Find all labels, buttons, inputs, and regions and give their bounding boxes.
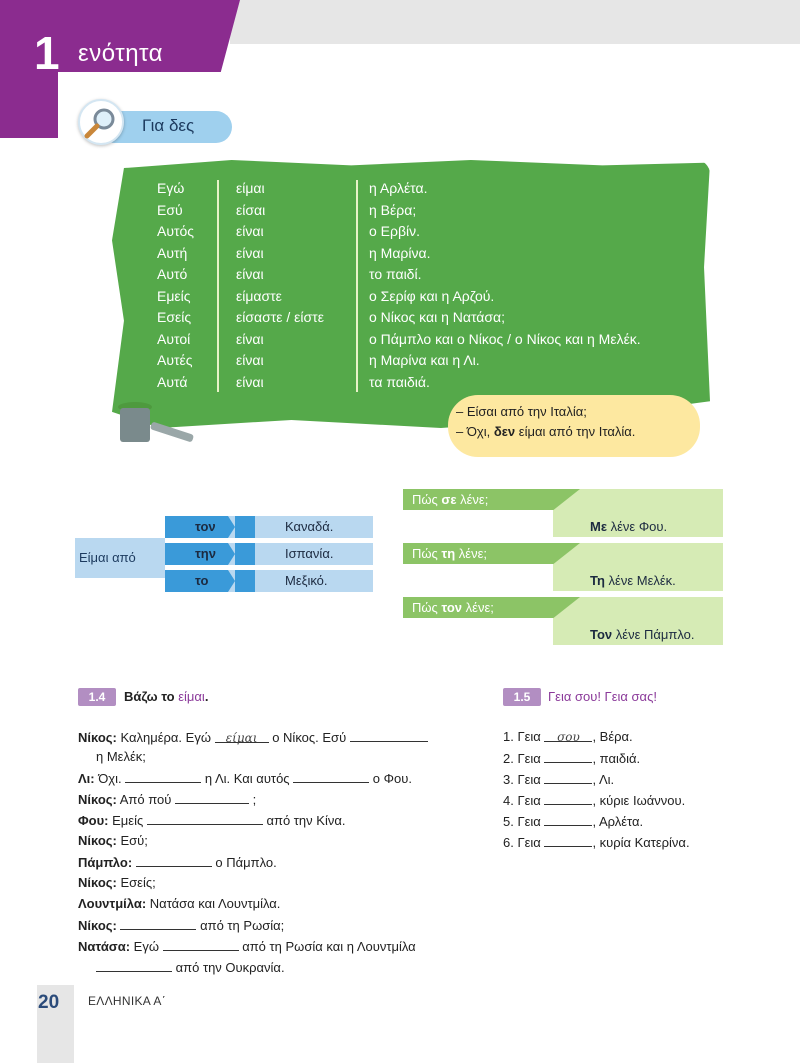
item-text: , κυρία Κατερίνα.: [592, 835, 690, 850]
greeting-item: [503, 792, 685, 808]
article-word: την: [195, 546, 216, 561]
line-text: Νατάσα και Λουντμίλα.: [146, 896, 281, 911]
line-text: ο Πάμπλο.: [211, 855, 277, 870]
answer-text: [590, 627, 694, 642]
speaker: Νίκος:: [78, 730, 117, 745]
a-part: λένε Φου.: [607, 519, 668, 534]
line-text: Εσείς;: [116, 875, 156, 890]
item-number: 5.: [503, 814, 514, 829]
item-text: , Αρλέτα.: [592, 814, 644, 829]
line-text: Καλημέρα. Εγώ: [116, 730, 215, 745]
name-phrase: ο Πάμπλο και ο Νίκος / ο Νίκος και η Μελέκ.: [369, 330, 641, 347]
answer-blank[interactable]: [293, 770, 369, 783]
question-text: [412, 546, 487, 561]
conjugation-row: [157, 352, 717, 373]
dialogue-line: [78, 791, 256, 811]
line-text: Όχι.: [94, 771, 126, 786]
answer-blank[interactable]: [125, 770, 201, 783]
paint-can-icon: [120, 408, 150, 442]
name-phrase: η Βέρα;: [369, 201, 417, 218]
item-text: Γεια: [513, 751, 545, 766]
answer-text: [590, 519, 667, 534]
country-name: Μεξικό.: [285, 573, 328, 588]
q-bold: τη: [441, 546, 456, 561]
verb-form: είμαστε: [236, 287, 282, 304]
article-arrow-tail: [235, 543, 255, 565]
answer-blank[interactable]: [163, 938, 239, 951]
answer-blank[interactable]: [96, 959, 172, 972]
dialogue-line: [78, 896, 280, 916]
unit-number: 1: [34, 27, 60, 79]
title-colored: είμαι: [178, 689, 205, 704]
speaker: Νίκος:: [78, 792, 117, 807]
conjugation-row: [157, 288, 717, 309]
article-arrow-tail: [235, 516, 255, 538]
q-bold: σε: [441, 492, 457, 507]
item-text: Γεια: [513, 729, 545, 744]
answer-blank[interactable]: [147, 812, 263, 825]
verb-form: είναι: [236, 330, 264, 347]
pronoun: Εσείς: [157, 309, 192, 325]
answer-blank[interactable]: [215, 730, 269, 743]
line-text: Εμείς: [108, 813, 147, 828]
item-text: Γεια: [513, 814, 545, 829]
dialogue-line: [78, 729, 428, 749]
answer-blank[interactable]: [120, 917, 196, 930]
dialogue-line: [78, 812, 345, 832]
dialogue-line: [78, 770, 412, 790]
verb-form: είναι: [236, 352, 264, 368]
answer-blank[interactable]: [544, 813, 592, 826]
speaker: Νίκος:: [78, 918, 117, 933]
title-part: Βάζω το: [124, 689, 179, 704]
speaker: Λι:: [78, 771, 95, 786]
item-text: , Βέρα.: [592, 729, 633, 744]
answer-text: [590, 573, 676, 588]
title-part: .: [204, 689, 209, 704]
dialogue-line: [96, 959, 285, 979]
line-text: η Λι. Και αυτός: [201, 771, 294, 786]
answer-blank[interactable]: [544, 750, 592, 763]
conjugation-row: [157, 266, 717, 287]
greeting-item: [503, 813, 643, 829]
name-phrase: ο Νίκος και η Νατάσα;: [369, 309, 506, 325]
exercise-badge: 1.5: [503, 688, 541, 706]
from-label: Είμαι από: [79, 550, 136, 565]
unit-word: ενότητα: [78, 40, 164, 67]
conjugation-row: [157, 245, 717, 266]
line-text: Από πού: [116, 792, 175, 807]
greeting-item: [503, 771, 614, 787]
line-text: ο Νίκος. Εσύ: [268, 730, 350, 745]
q-part: Πώς: [412, 546, 442, 561]
name-phrase: η Αρλέτα.: [369, 180, 428, 196]
pronoun: Αυτές: [157, 352, 193, 368]
page-number: 20: [38, 992, 60, 1013]
line-text: Εγώ: [130, 939, 163, 954]
exercise-title: [124, 689, 208, 704]
dialogue-line: [78, 833, 148, 853]
look-label: Για δες: [142, 116, 195, 135]
conjugation-row: [157, 180, 717, 201]
pronoun: Αυτός: [157, 223, 195, 239]
verb-form: είμαι: [236, 180, 265, 196]
item-number: 6.: [503, 835, 514, 850]
pronoun: Αυτά: [157, 373, 188, 390]
name-phrase: ο Ερβίν.: [369, 223, 421, 239]
answer-blank[interactable]: [544, 729, 592, 742]
book-title: ΕΛΛΗΝΙΚΑ Α΄: [88, 994, 167, 1008]
line-text: από τη Ρωσία;: [196, 918, 285, 933]
question-text: [412, 600, 494, 615]
answer-blank[interactable]: [175, 791, 249, 804]
answer-blank[interactable]: [544, 792, 592, 805]
dialogue-line: [78, 938, 416, 958]
q-part: Πώς: [412, 492, 442, 507]
item-text: , κύριε Ιωάννου.: [592, 793, 686, 808]
line-text: Εσύ;: [116, 833, 148, 848]
exercise-title: Γεια σου! Γεια σας!: [548, 689, 657, 704]
verb-form: είναι: [236, 373, 264, 390]
q-bold: τον: [441, 600, 463, 615]
pronoun: Αυτοί: [157, 330, 191, 347]
item-text: , παιδιά.: [592, 751, 641, 766]
name-phrase: το παιδί.: [369, 266, 422, 282]
verb-form: είσαστε / είστε: [236, 309, 324, 325]
pronoun: Εσύ: [157, 201, 183, 218]
dialogue-line: [78, 875, 156, 895]
name-phrase: τα παιδιά.: [369, 373, 430, 390]
item-number: 1.: [503, 729, 514, 744]
a-part: λένε Μελέκ.: [604, 573, 676, 588]
dialogue-line: η Μελέκ;: [96, 749, 146, 764]
cloud-line-1: – Είσαι από την Ιταλία;: [456, 404, 587, 419]
article-word: τον: [195, 519, 216, 534]
speaker: Νατάσα:: [78, 939, 131, 954]
q-part: Πώς: [412, 600, 442, 615]
item-number: 3.: [503, 772, 514, 787]
verb-form: είναι: [236, 266, 264, 282]
handwritten-answer: σου: [557, 730, 580, 744]
speaker: Φου:: [78, 813, 109, 828]
country-name: Ισπανία.: [285, 546, 334, 561]
answer-blank[interactable]: [350, 729, 428, 742]
conjugation-row: [157, 374, 717, 395]
conjugation-row: [157, 309, 717, 330]
conjugation-row: [157, 202, 717, 223]
conjugation-row: [157, 331, 717, 352]
speaker: Νίκος:: [78, 875, 117, 890]
pronoun: Εγώ: [157, 180, 185, 196]
exercise-badge: 1.4: [78, 688, 116, 706]
cloud-line-2: [456, 424, 635, 439]
dialogue-line: [78, 854, 277, 874]
line-text: ο Φου.: [369, 771, 412, 786]
a-bold: Με: [590, 519, 607, 534]
line-text: ;: [248, 792, 257, 807]
answer-blank[interactable]: [544, 771, 592, 784]
q-part: λένε;: [462, 600, 494, 615]
name-phrase: η Μαρίνα και η Λι.: [369, 352, 480, 368]
pronoun: Αυτή: [157, 244, 188, 261]
pronoun: Αυτό: [157, 266, 188, 282]
speaker: Πάμπλο:: [78, 855, 133, 870]
speaker: Λουντμίλα:: [78, 896, 147, 911]
cloud-text: είμαι από την Ιταλία.: [515, 424, 636, 439]
item-text: , Λι.: [592, 772, 615, 787]
header-left-bar: [0, 72, 58, 138]
greeting-item: [503, 750, 640, 766]
handwritten-answer: είμαι: [225, 731, 258, 745]
line-text: από την Ουκρανία.: [172, 960, 285, 975]
answer-blank[interactable]: [136, 854, 212, 867]
name-phrase: η Μαρίνα.: [369, 244, 431, 261]
cloud-bold: δεν: [493, 424, 516, 439]
q-part: λένε;: [455, 546, 487, 561]
conjugation-row: [157, 223, 717, 244]
magnifier-icon: [78, 99, 124, 145]
item-text: Γεια: [513, 835, 545, 850]
item-text: Γεια: [513, 793, 545, 808]
a-bold: Τη: [590, 573, 605, 588]
country-name: Καναδά.: [285, 519, 334, 534]
article-word: το: [195, 573, 209, 588]
answer-blank[interactable]: [544, 834, 592, 847]
name-phrase: ο Σερίφ και η Αρζού.: [369, 287, 495, 304]
header-grey-band: [230, 0, 800, 44]
question-text: [412, 492, 488, 507]
item-number: 4.: [503, 793, 514, 808]
greeting-item: [503, 729, 633, 744]
line-text: από τη Ρωσία και η Λουντμίλα: [238, 939, 416, 954]
a-part: λένε Πάμπλο.: [612, 627, 695, 642]
item-text: Γεια: [513, 772, 545, 787]
verb-form: είναι: [236, 223, 264, 239]
pronoun: Εμείς: [157, 287, 191, 304]
dialogue-line: [78, 917, 284, 937]
a-bold: Τον: [590, 627, 613, 642]
article-arrow-tail: [235, 570, 255, 592]
item-number: 2.: [503, 751, 514, 766]
verb-form: είναι: [236, 244, 264, 261]
q-part: λένε;: [456, 492, 489, 507]
speaker: Νίκος:: [78, 833, 117, 848]
verb-form: είσαι: [236, 201, 266, 218]
cloud-text: – Όχι,: [456, 424, 494, 439]
line-text: από την Κίνα.: [262, 813, 346, 828]
greeting-item: [503, 834, 690, 850]
